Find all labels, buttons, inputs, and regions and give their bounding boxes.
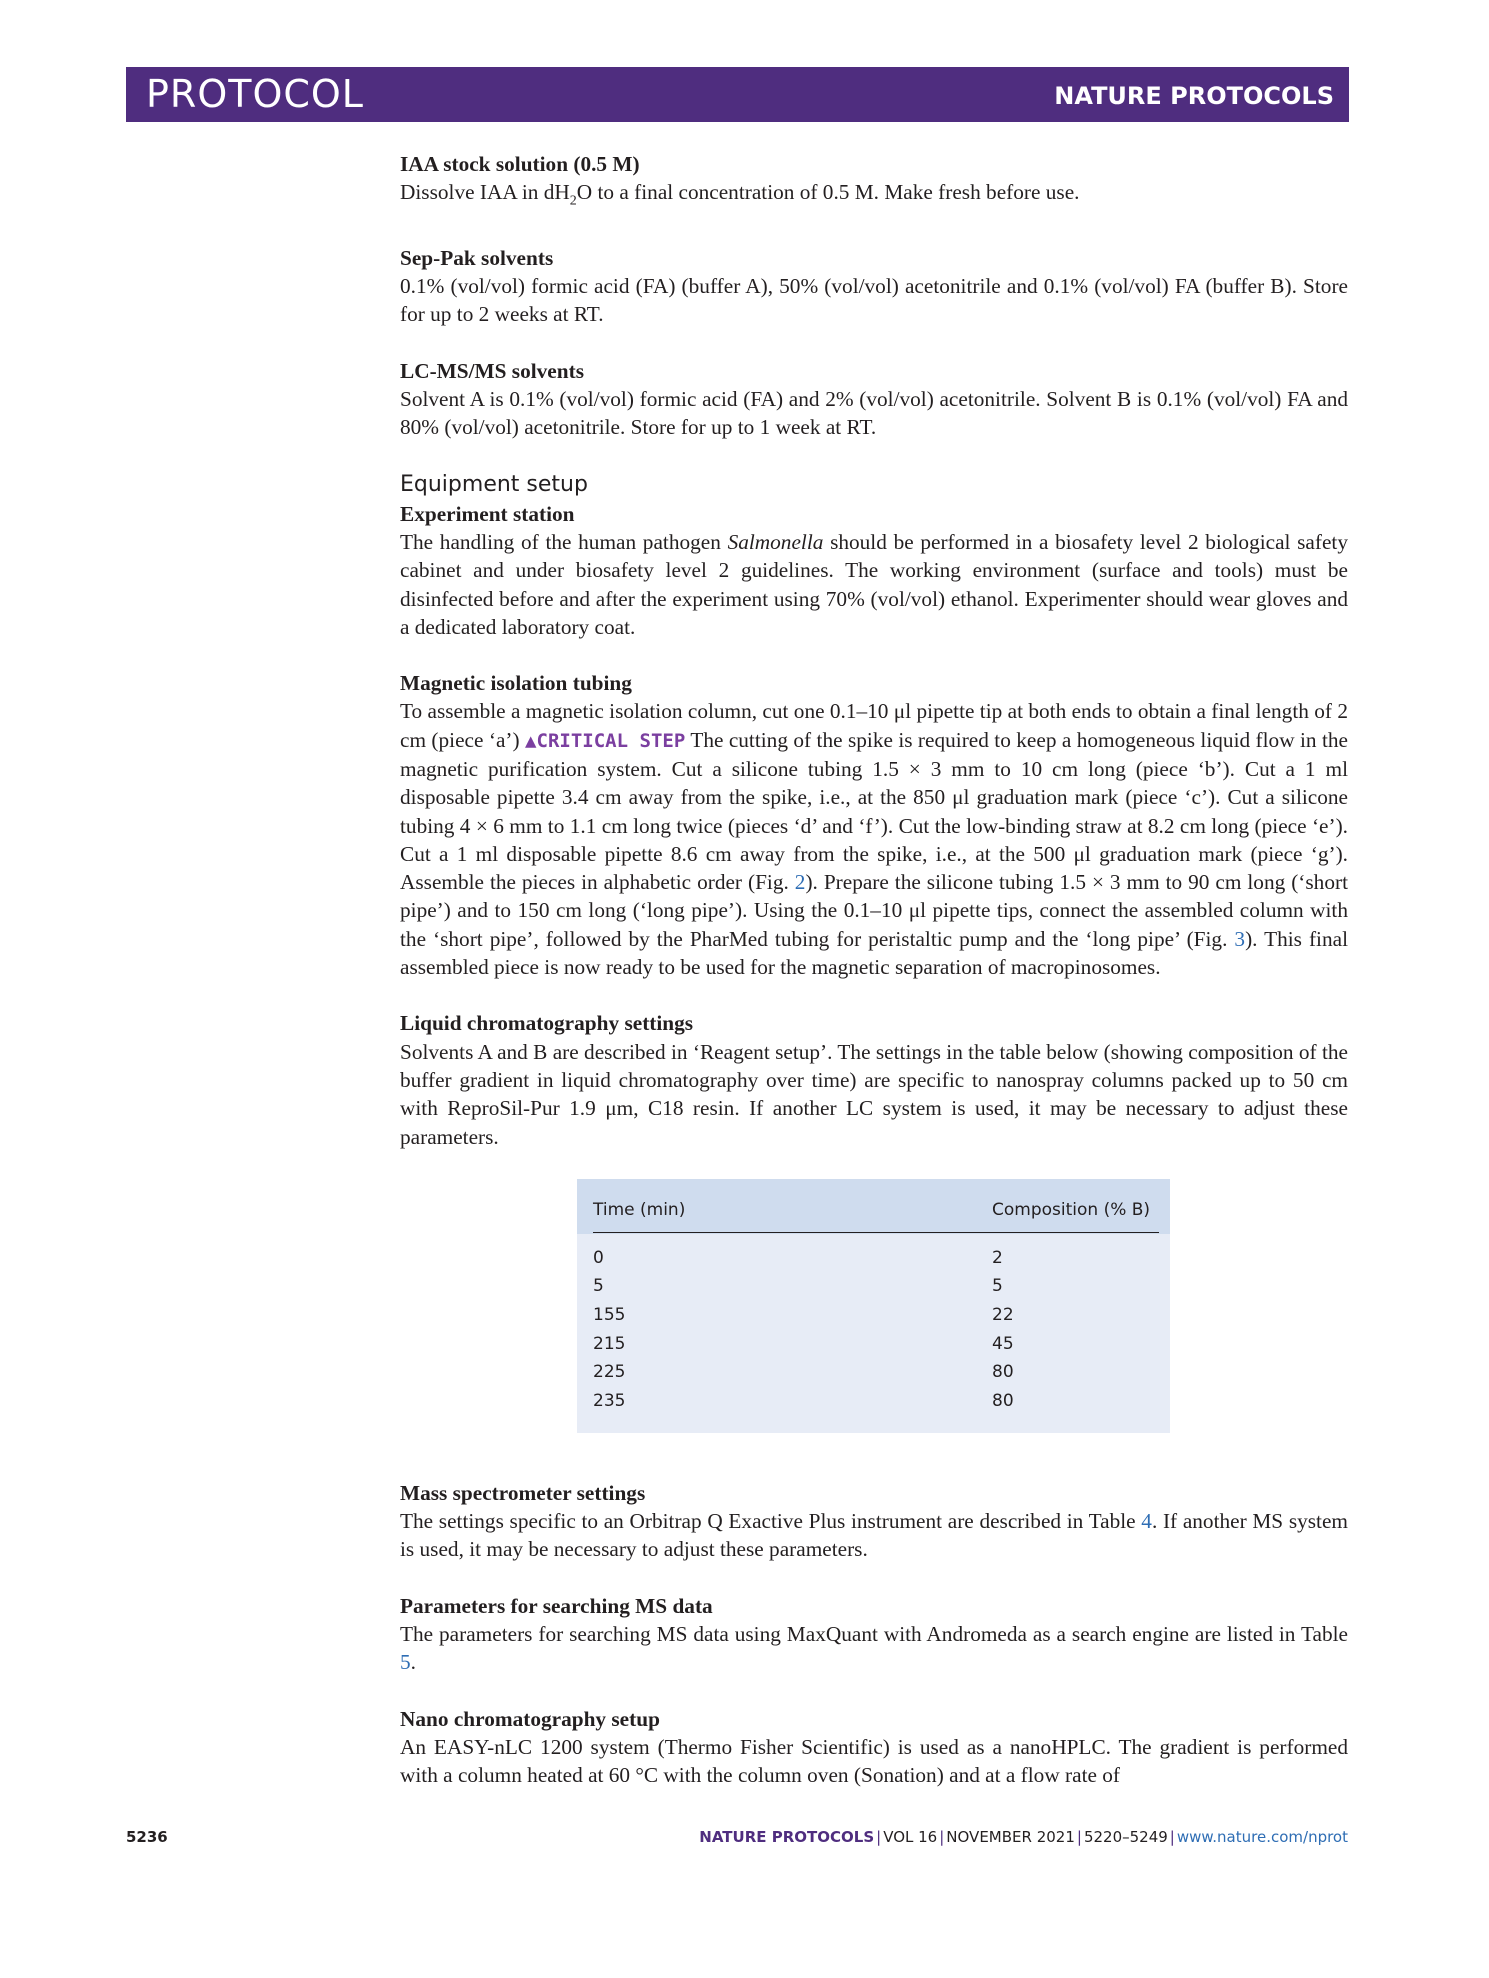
footer-sep: | (1076, 1828, 1082, 1846)
lc-text: Solvents A and B are described in ‘Reagent setup’. The settings in the table below (showing composition of the buffer gradient in liquid chromatography over time) are specific to nanospray columns packed up to 50 cm with ReproSil-Pur 1.9 μm, C18 resin. If another LC system is used, it may be necessary to adjust these parameters. (400, 1039, 1348, 1149)
iaa-text-a: Dissolve IAA in dH (400, 180, 570, 205)
magnetic-text-a: To assemble a magnetic isolation column, cut one 0.1–10 μl pipette tip at both ends to obtain a final length of 2 cm (piece ‘a’) (400, 699, 1348, 752)
magnetic-text-d: ). This final assembled piece is now ready to be used for the magnetic separation of macropinosomes. (400, 926, 1348, 980)
seppak-text: 0.1% (vol/vol) formic acid (FA) (buffer A), 50% (vol/vol) acetonitrile and 0.1% (vol/vol) FA (buffer B). Store for up to 2 weeks at RT. (400, 274, 1348, 327)
table-cell-composition: 45 (992, 1333, 1014, 1354)
lcms-block (400, 357, 1348, 442)
fig3-link[interactable]: 3 (1234, 926, 1246, 951)
seppak-title: Sep-Pak solvents (400, 245, 554, 270)
lcms-text: Solvent A is 0.1% (vol/vol) formic acid (FA) and 2% (vol/vol) acetonitrile. Solvent B is 0.1% (vol/vol) FA and 80% (vol/vol) acetonitrile. Store for up to 1 week at RT. (400, 387, 1348, 440)
search-text-a: The parameters for searching MS data using MaxQuant with Andromeda as a search engine are listed in Table (400, 1622, 1348, 1647)
footer-date: NOVEMBER 2021 (946, 1828, 1075, 1846)
table-row (577, 1387, 1170, 1416)
table-row (577, 1301, 1170, 1330)
ms-text-a: The settings specific to an Orbitrap Q Exactive Plus instrument are described in Table (400, 1509, 1142, 1534)
nano-block (400, 1705, 1348, 1790)
magnetic-text-c: ). Prepare the silicone tubing 1.5 × 3 mm to 90 cm long (‘short pipe’) and to 150 cm long (‘long pipe’). Using the 0.1–10 μl pipette tips, connect the assembled column with the ‘short pipe’, followed by the PharMed tubing for peristaltic pump and the ‘long pipe’ (Fig. (400, 870, 1348, 951)
magnetic-title: Magnetic isolation tubing (400, 671, 632, 696)
header-banner (126, 67, 1349, 122)
table-cell-time: 225 (593, 1362, 626, 1383)
search-text-b: . (410, 1650, 416, 1675)
table-cell-time: 235 (593, 1390, 626, 1411)
footer-pages: 5220–5249 (1083, 1828, 1168, 1846)
fig2-link[interactable]: 2 (794, 870, 806, 895)
page-number: 5236 (126, 1828, 168, 1846)
station-text-b: should be performed in a biosafety level 2 biological safety cabinet and under biosafety level 2 guidelines. The working environment (surface and tools) must be disinfected before and after the experiment using 70% (vol/vol) ethanol. Experimenter should wear gloves and a dedicated laboratory coat. (400, 529, 1348, 639)
search-title: Parameters for searching MS data (400, 1593, 713, 1618)
section-label: PROTOCOL (146, 72, 364, 116)
station-title: Experiment station (400, 501, 575, 526)
table-cell-time: 215 (593, 1333, 626, 1354)
table-col-composition: Composition (% B) (992, 1199, 1151, 1220)
iaa-text-b: O to a final concentration of 0.5 M. Make fresh before use. (576, 180, 1080, 205)
station-text (400, 528, 1348, 641)
table-col-time: Time (min) (593, 1199, 686, 1220)
seppak-block (400, 244, 1348, 329)
footer-sep: | (939, 1828, 945, 1846)
lc-title: Liquid chromatography settings (400, 1011, 694, 1036)
journal-citation (699, 1828, 1348, 1846)
footer-sep: | (876, 1828, 882, 1846)
table-row (577, 1330, 1170, 1359)
ms-text-b: . If another MS system is used, it may be necessary to adjust these parameters. (400, 1509, 1348, 1562)
gradient-table (577, 1179, 1170, 1433)
footer-journal: NATURE PROTOCOLS (699, 1828, 875, 1846)
search-text (400, 1620, 1348, 1677)
table-cell-composition: 22 (992, 1305, 1014, 1326)
iaa-title: IAA stock solution (0.5 M) (400, 152, 640, 176)
magnetic-text (400, 697, 1348, 981)
article-body (400, 150, 1348, 1790)
nano-text: An EASY-nLC 1200 system (Thermo Fisher Scientific) is used as a nanoHPLC. The gradient is performed with a column heated at 60 °C with the column oven (Sonation) and at a flow rate of (400, 1734, 1348, 1788)
station-text-a: The handling of the human pathogen (400, 529, 728, 554)
table-row (577, 1358, 1170, 1387)
table-row (577, 1244, 1170, 1273)
magnetic-text-b: The cutting of the spike is required to keep a homogeneous liquid flow in the magnetic purification system. Cut a silicone tubing 1.5 × 3 mm to 10 cm long (piece ‘b’). Cut a 1 ml disposable pipette 3.4 cm away from the spike, i.e., at the 850 μl graduation mark (piece ‘c’). Cut a silicone tubing 4 × 6 mm to 1.1 cm long twice (pieces ‘d’ and ‘f’). Cut the low-binding straw at 8.2 cm long (piece ‘e’). Cut a 1 ml disposable pipette 8.6 cm away from the spike, i.e., at the 500 μl graduation mark (piece ‘g’). Assemble the pieces in alphabetic order (Fig. (400, 727, 1348, 895)
table-row (577, 1272, 1170, 1301)
table-cell-composition: 80 (992, 1390, 1014, 1411)
ms-title: Mass spectrometer settings (400, 1480, 646, 1505)
lcms-title: LC-MS/MS solvents (400, 358, 584, 383)
iaa-block (400, 150, 1348, 216)
magnetic-block (400, 669, 1348, 981)
footer-url-link[interactable]: www.nature.com/nprot (1176, 1828, 1348, 1846)
search-block (400, 1592, 1348, 1677)
table4-link[interactable]: 4 (1141, 1509, 1152, 1534)
table-cell-time: 5 (593, 1276, 604, 1297)
table-body (577, 1244, 1170, 1416)
ms-text (400, 1507, 1348, 1564)
table-rule (593, 1232, 1159, 1234)
iaa-sub: 2 (569, 193, 577, 209)
table-cell-time: 155 (593, 1305, 626, 1326)
critical-step-label: ▲CRITICAL STEP (524, 729, 686, 752)
table-cell-composition: 80 (992, 1362, 1014, 1383)
nano-title: Nano chromatography setup (400, 1706, 660, 1731)
equipment-heading: Equipment setup (400, 471, 588, 497)
table-cell-composition: 5 (992, 1276, 1003, 1297)
iaa-text (400, 178, 1348, 216)
station-italic: Salmonella (727, 529, 824, 554)
table5-link[interactable]: 5 (400, 1650, 411, 1675)
page-footer (0, 1828, 1489, 1852)
lc-block (400, 1009, 1348, 1150)
equipment-block (400, 470, 1348, 641)
table-cell-composition: 2 (992, 1247, 1003, 1268)
table-cell-time: 0 (593, 1247, 604, 1268)
footer-volume: VOL 16 (883, 1828, 938, 1846)
footer-sep: | (1169, 1828, 1175, 1846)
ms-block (400, 1479, 1348, 1564)
journal-label: NATURE PROTOCOLS (1054, 82, 1334, 110)
